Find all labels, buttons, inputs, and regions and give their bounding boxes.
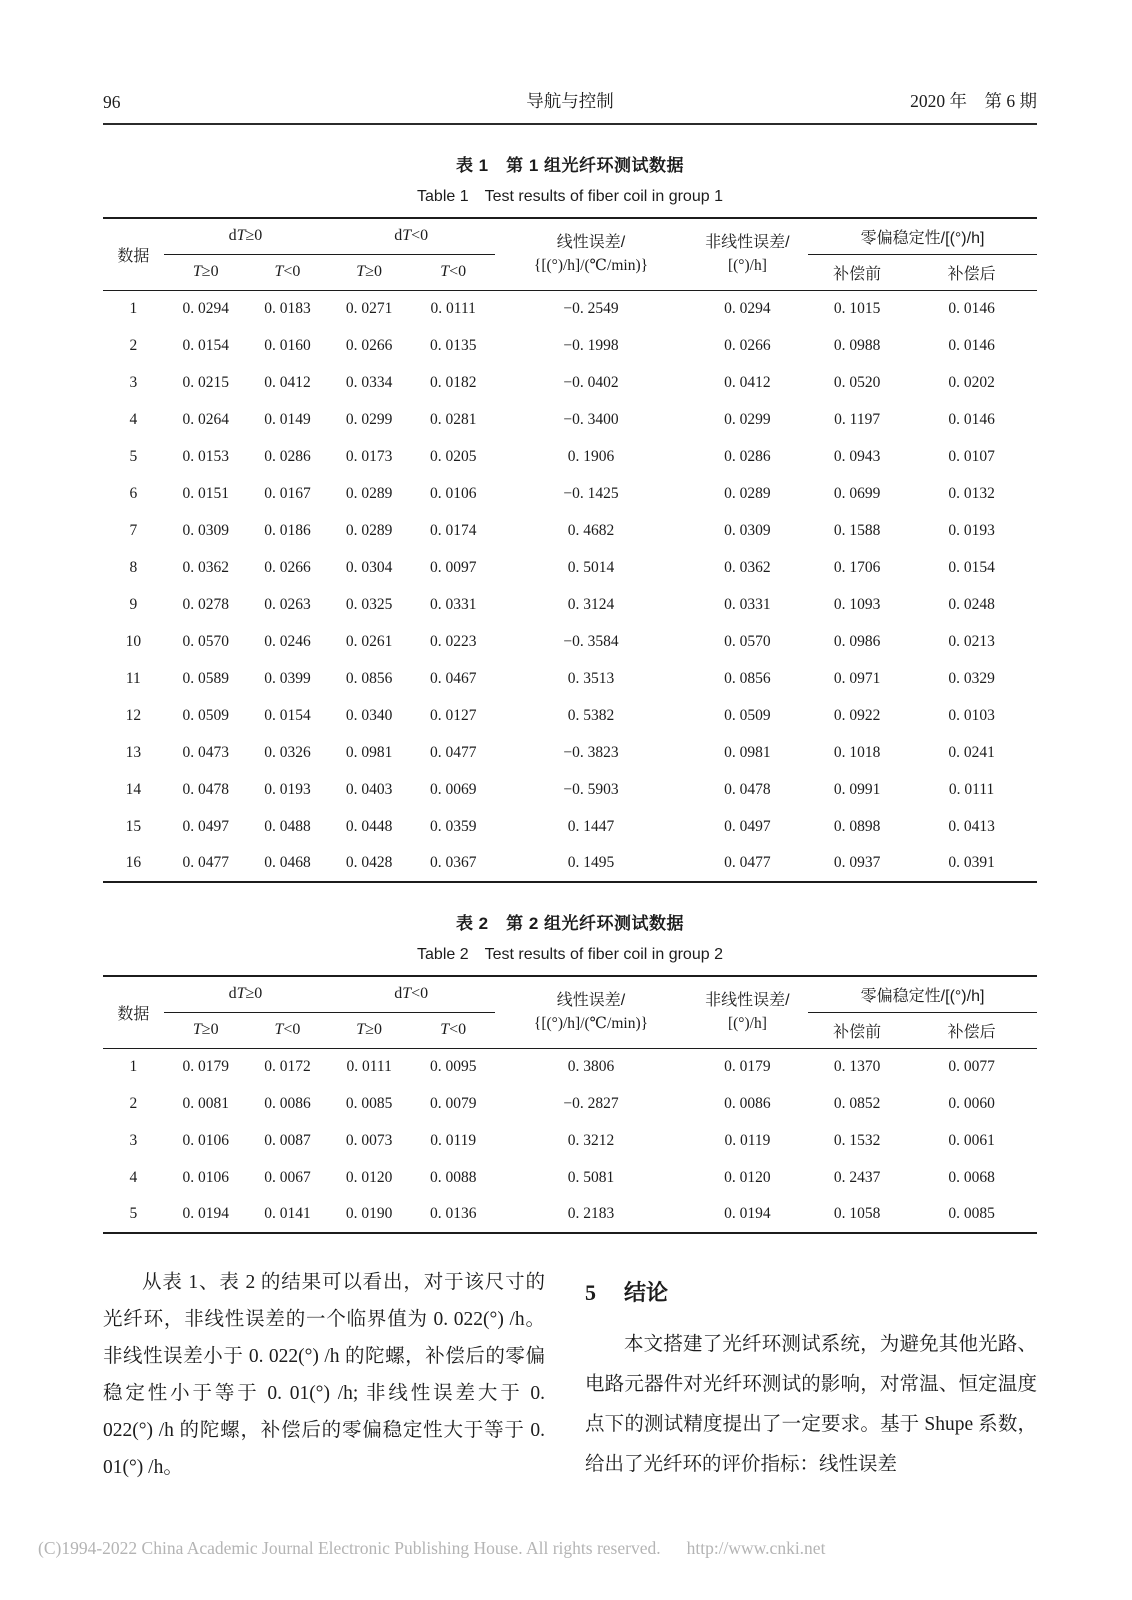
data-cell: −0. 2827 (563, 1094, 619, 1112)
data-cell: 0. 0106 (182, 1168, 229, 1186)
table-row (103, 1159, 1037, 1196)
data-cell: 0. 0106 (182, 1131, 229, 1149)
data-cell: 0. 0067 (264, 1168, 311, 1186)
data-cell: 0. 0331 (429, 595, 477, 613)
data-cell: 0. 0468 (264, 854, 311, 871)
data-cell: 0. 0477 (429, 743, 477, 761)
data-cell: 0. 0943 (833, 447, 881, 465)
row-index-cell: 5 (129, 1205, 138, 1222)
table-row (103, 1048, 1037, 1085)
data-cell: 0. 1093 (833, 595, 881, 613)
data-cell: 0. 0061 (948, 1131, 995, 1149)
data-cell: 0. 0266 (345, 336, 393, 354)
data-cell: 0. 0151 (182, 484, 229, 502)
data-cell: 0. 0289 (345, 521, 393, 539)
data-cell: 0. 1058 (833, 1205, 881, 1222)
data-cell: 0. 0326 (264, 743, 311, 761)
conclusion-paragraph: 本文搭建了光纤环测试系统，为避免其他光路、电路元器件对光纤环测试的影响，对常温、恒定温度点下的测试精度提出了一定要求。基于 Shupe 系数，给出了光纤环的评价指标：线性误差 (585, 1334, 1037, 1475)
data-cell: 0. 0088 (429, 1168, 477, 1186)
table-row (103, 549, 1037, 586)
col-header-t-geq0: T≥0 (192, 1021, 219, 1038)
data-cell: 0. 0081 (182, 1094, 229, 1112)
data-cell: 0. 0186 (264, 521, 311, 539)
data-cell: 0. 0085 (345, 1094, 393, 1112)
data-cell: 0. 0119 (724, 1131, 771, 1149)
data-cell: 0. 0362 (182, 558, 229, 576)
data-cell: 0. 0898 (833, 817, 881, 835)
col-group-dt-negative: dT<0 (327, 218, 495, 254)
data-cell: 0. 0937 (833, 854, 881, 871)
data-cell: 0. 0160 (264, 336, 311, 354)
footer-copyright: (C)1994-2022 China Academic Journal Electronic Publishing House. All rights reserved. (38, 1538, 661, 1558)
col-header-t-geq0: T≥0 (356, 263, 382, 280)
data-cell: 0. 0589 (182, 669, 229, 687)
data-cell: 0. 0509 (182, 706, 229, 724)
col-header-data: 数据 (117, 247, 150, 265)
col-header-after-compensation: 补偿后 (947, 1023, 996, 1041)
col-group-bias-stability: 零偏稳定性/[(°)/h] (808, 976, 1037, 1012)
data-cell: 0. 0246 (264, 632, 311, 650)
data-cell: 0. 0922 (833, 706, 881, 724)
row-index-cell: 1 (129, 1057, 138, 1075)
data-cell: 0. 0095 (429, 1057, 477, 1075)
data-cell: 0. 5081 (567, 1168, 615, 1186)
data-cell: 0. 0467 (429, 669, 477, 687)
data-cell: 0. 0106 (429, 484, 477, 502)
col-header-after-compensation: 补偿后 (947, 265, 996, 283)
section-title: 结论 (624, 1280, 669, 1305)
data-cell: 0. 0248 (948, 595, 995, 613)
row-index-cell: 7 (129, 521, 138, 539)
data-cell: 0. 0154 (264, 706, 311, 724)
col-header-data: 数据 (117, 1005, 150, 1023)
data-cell: 0. 0173 (345, 447, 393, 465)
data-cell: 0. 0174 (429, 521, 477, 539)
journal-title: 导航与控制 (526, 91, 614, 111)
data-cell: 0. 0362 (724, 558, 771, 576)
col-header-t-geq0: T≥0 (192, 263, 219, 280)
row-index-cell: 3 (129, 373, 138, 391)
row-index-cell: 4 (129, 410, 138, 428)
data-cell: 0. 1706 (833, 558, 881, 576)
data-cell: 0. 0135 (429, 336, 477, 354)
data-cell: 0. 5014 (567, 558, 615, 576)
data-cell: 0. 3513 (567, 669, 615, 687)
data-cell: 0. 0266 (724, 336, 771, 354)
col-header-linear-error: 线性误差/ {[(°)/h]/(℃/min)} (533, 234, 649, 274)
col-header-t-geq0: T≥0 (356, 1021, 382, 1038)
data-cell: 0. 0488 (264, 817, 311, 835)
data-cell: 0. 0141 (264, 1205, 311, 1222)
data-cell: 0. 2437 (833, 1168, 881, 1186)
data-cell: 0. 0087 (264, 1131, 311, 1149)
text-column-right (585, 1264, 1037, 1486)
data-cell: 0. 0477 (182, 854, 229, 871)
data-cell: 0. 0971 (833, 669, 881, 687)
table-row (103, 327, 1037, 364)
col-header-nonlinear-error: 非线性误差/ [(°)/h] (705, 234, 790, 274)
data-cell: 0. 0856 (724, 669, 771, 687)
data-cell: 0. 0856 (345, 669, 393, 687)
data-cell: 0. 0111 (430, 299, 476, 317)
row-index-cell: 5 (129, 447, 138, 465)
data-cell: 0. 0289 (724, 484, 771, 502)
data-cell: 0. 0509 (724, 706, 771, 724)
data-cell: 0. 0120 (724, 1168, 771, 1186)
data-cell: 0. 0852 (833, 1094, 881, 1112)
table-row (103, 697, 1037, 734)
table2-caption-en: Table 2 Test results of fiber coil in group 2 (417, 946, 723, 963)
table-row (103, 290, 1037, 327)
section-heading (585, 1276, 1037, 1307)
data-cell: 0. 0340 (345, 706, 393, 724)
data-cell: 0. 1018 (833, 743, 881, 761)
row-index-cell: 2 (129, 336, 138, 354)
row-index-cell: 3 (129, 1131, 138, 1149)
data-cell: 0. 0120 (345, 1168, 393, 1186)
data-cell: 0. 0111 (346, 1057, 392, 1075)
data-cell: 0. 0183 (264, 299, 311, 317)
col-group-dt-positive: dT≥0 (164, 976, 327, 1012)
col-header-t-lt0: T<0 (274, 263, 301, 280)
data-cell: 0. 0478 (182, 780, 229, 798)
data-cell: 0. 0264 (182, 410, 229, 428)
data-cell: 0. 0520 (833, 373, 881, 391)
data-cell: 0. 0399 (264, 669, 311, 687)
table-row (103, 771, 1037, 808)
data-cell: 0. 5382 (567, 706, 615, 724)
data-cell: 0. 0289 (345, 484, 393, 502)
table-row (103, 438, 1037, 475)
data-cell: 0. 0086 (724, 1094, 771, 1112)
data-cell: −0. 2549 (563, 299, 619, 317)
data-cell: 0. 0309 (182, 521, 229, 539)
data-cell: 0. 0991 (833, 780, 881, 798)
data-cell: 0. 1015 (833, 299, 881, 317)
discussion-paragraph: 从表 1、表 2 的结果可以看出，对于该尺寸的光纤环，非线性误差的一个临界值为 0. 022(°) /h。非线性误差小于 0. 022(°) /h 的陀螺，补偿后的零偏稳定性小于等于 0. 01(°) /h; 非线性误差大于 0. 022(°) /h 的陀螺，补偿后的零偏稳定性大于等于 0. 01(°) /h。 (103, 1272, 545, 1478)
data-cell: 0. 0119 (430, 1131, 477, 1149)
data-cell: 0. 0127 (429, 706, 477, 724)
data-cell: 0. 0149 (264, 410, 311, 428)
row-index-cell: 16 (125, 854, 142, 871)
table-row (103, 1085, 1037, 1122)
data-cell: 0. 0329 (948, 669, 995, 687)
data-cell: 0. 0981 (345, 743, 393, 761)
data-cell: 0. 0403 (345, 780, 393, 798)
text-column-left (103, 1264, 545, 1486)
col-header-t-lt0: T<0 (440, 1021, 467, 1038)
col-header-nonlinear-error: 非线性误差/ [(°)/h] (705, 992, 790, 1032)
data-cell: 0. 0213 (948, 632, 995, 650)
data-cell: 0. 0294 (724, 299, 771, 317)
row-index-cell: 14 (125, 780, 142, 798)
row-index-cell: 6 (129, 484, 138, 502)
data-cell: 0. 0154 (948, 558, 995, 576)
data-cell: 0. 0299 (345, 410, 393, 428)
data-cell: 0. 0286 (264, 447, 311, 465)
data-cell: 0. 0477 (724, 854, 771, 871)
data-cell: 0. 0136 (429, 1205, 477, 1222)
data-cell: 0. 0359 (429, 817, 477, 835)
data-table-2 (103, 975, 1037, 1234)
row-index-cell: 9 (129, 595, 138, 613)
data-cell: 0. 2183 (567, 1205, 615, 1222)
table-row (103, 1122, 1037, 1159)
page-number: 96 (103, 92, 121, 112)
data-cell: 0. 0497 (182, 817, 229, 835)
table-row (103, 401, 1037, 438)
data-cell: 0. 0331 (724, 595, 771, 613)
data-cell: 0. 1370 (833, 1057, 881, 1075)
data-cell: 0. 0570 (724, 632, 771, 650)
data-cell: 0. 0107 (948, 447, 995, 465)
data-cell: 0. 0068 (948, 1168, 995, 1186)
table-row (103, 1196, 1037, 1233)
data-cell: 0. 0154 (182, 336, 229, 354)
data-cell: −0. 3584 (563, 632, 619, 650)
data-cell: 0. 0570 (182, 632, 229, 650)
data-cell: 0. 0294 (182, 299, 229, 317)
data-cell: 0. 0988 (833, 336, 881, 354)
data-cell: 0. 4682 (567, 521, 615, 539)
issue-label: 2020 年 第 6 期 (910, 91, 1037, 111)
data-cell: 0. 0281 (429, 410, 477, 428)
body-text-columns (103, 1264, 1037, 1486)
data-cell: 0. 0079 (429, 1094, 477, 1112)
data-cell: 0. 0497 (724, 817, 771, 835)
data-cell: 0. 0111 (948, 780, 995, 798)
data-cell: 0. 0194 (182, 1205, 229, 1222)
table-row (103, 660, 1037, 697)
data-cell: 0. 0478 (724, 780, 771, 798)
row-index-cell: 8 (129, 558, 138, 576)
col-header-before-compensation: 补偿前 (833, 1023, 882, 1041)
data-cell: 0. 0286 (724, 447, 771, 465)
data-cell: 0. 0193 (264, 780, 311, 798)
data-cell: 0. 0334 (345, 373, 393, 391)
data-cell: 0. 0086 (264, 1094, 311, 1112)
data-cell: −0. 1998 (563, 336, 619, 354)
data-cell: −0. 5903 (563, 780, 619, 798)
data-cell: 0. 0179 (724, 1057, 771, 1075)
data-cell: 0. 0412 (264, 373, 311, 391)
data-cell: 0. 1588 (833, 521, 881, 539)
data-cell: 0. 0309 (724, 521, 771, 539)
data-cell: 0. 0271 (345, 299, 393, 317)
data-cell: 0. 0193 (948, 521, 995, 539)
table-row (103, 845, 1037, 882)
row-index-cell: 2 (129, 1094, 138, 1112)
running-head (103, 0, 1037, 125)
data-cell: 0. 0190 (345, 1205, 393, 1222)
table1-caption-zh: 表 1 第 1 组光纤环测试数据 (455, 156, 685, 175)
data-table-1 (103, 217, 1037, 883)
data-cell: 0. 0194 (724, 1205, 771, 1222)
data-cell: 0. 0182 (429, 373, 477, 391)
section-number: 5 (585, 1280, 596, 1305)
table-row (103, 475, 1037, 512)
row-index-cell: 12 (125, 706, 142, 724)
table-row (103, 623, 1037, 660)
data-cell: 0. 0473 (182, 743, 229, 761)
data-cell: 0. 1197 (834, 410, 881, 428)
data-cell: 0. 3124 (567, 595, 615, 613)
col-group-dt-positive: dT≥0 (164, 218, 327, 254)
data-cell: 0. 1495 (567, 854, 615, 871)
data-cell: 0. 0146 (948, 299, 995, 317)
data-cell: 0. 0986 (833, 632, 881, 650)
data-cell: 0. 0077 (948, 1057, 995, 1075)
table-row (103, 808, 1037, 845)
data-cell: 0. 0146 (948, 336, 995, 354)
data-cell: 0. 0085 (948, 1205, 995, 1222)
data-cell: 0. 0299 (724, 410, 771, 428)
data-cell: 0. 0146 (948, 410, 995, 428)
col-group-bias-stability: 零偏稳定性/[(°)/h] (808, 218, 1037, 254)
data-cell: 0. 0132 (948, 484, 995, 502)
data-cell: 0. 0263 (264, 595, 311, 613)
data-cell: 0. 0223 (429, 632, 477, 650)
cnki-footer (38, 1538, 1102, 1559)
data-cell: 0. 0304 (345, 558, 393, 576)
data-cell: 0. 0215 (182, 373, 229, 391)
row-index-cell: 10 (125, 632, 142, 650)
data-cell: 0. 0172 (264, 1057, 311, 1075)
data-cell: 0. 0981 (724, 743, 771, 761)
col-header-linear-error: 线性误差/ {[(°)/h]/(℃/min)} (533, 992, 649, 1032)
data-cell: 0. 0073 (345, 1131, 393, 1149)
data-cell: 0. 0202 (948, 373, 995, 391)
footer-url: http://www.cnki.net (686, 1538, 826, 1558)
table1-caption-en: Table 1 Test results of fiber coil in group 1 (417, 188, 723, 205)
data-cell: 0. 3212 (567, 1131, 615, 1149)
data-cell: 0. 1447 (567, 817, 615, 835)
data-cell: 0. 0097 (429, 558, 477, 576)
table-row (103, 734, 1037, 771)
col-header-before-compensation: 补偿前 (833, 265, 882, 283)
data-cell: 0. 0391 (948, 854, 995, 871)
col-header-t-lt0: T<0 (274, 1021, 301, 1038)
row-index-cell: 4 (129, 1168, 138, 1186)
data-cell: 0. 0069 (429, 780, 477, 798)
data-cell: 0. 0153 (182, 447, 229, 465)
data-cell: 0. 0241 (948, 743, 995, 761)
data-cell: 0. 0412 (724, 373, 771, 391)
data-cell: 0. 0413 (948, 817, 995, 835)
data-cell: 0. 0278 (182, 595, 229, 613)
table-row (103, 586, 1037, 623)
row-index-cell: 1 (129, 299, 138, 317)
data-cell: 0. 0448 (345, 817, 393, 835)
data-cell: 0. 0266 (264, 558, 311, 576)
table2-caption-zh: 表 2 第 2 组光纤环测试数据 (455, 914, 685, 933)
data-cell: 0. 0179 (182, 1057, 229, 1075)
data-cell: −0. 0402 (563, 373, 619, 391)
table-row (103, 512, 1037, 549)
data-cell: 0. 0261 (345, 632, 393, 650)
row-index-cell: 15 (125, 817, 142, 835)
col-group-dt-negative: dT<0 (327, 976, 495, 1012)
data-cell: 0. 0167 (264, 484, 311, 502)
row-index-cell: 13 (125, 743, 142, 761)
row-index-cell: 11 (125, 669, 141, 687)
data-cell: −0. 3400 (563, 410, 619, 428)
data-cell: 0. 0367 (429, 854, 477, 871)
data-cell: 0. 0325 (345, 595, 393, 613)
data-cell: 0. 1906 (567, 447, 615, 465)
table-row (103, 364, 1037, 401)
data-cell: 0. 0699 (833, 484, 881, 502)
col-header-t-lt0: T<0 (440, 263, 467, 280)
data-cell: 0. 0428 (345, 854, 393, 871)
data-cell: 0. 3806 (567, 1057, 615, 1075)
data-cell: 0. 0103 (948, 706, 995, 724)
data-cell: 0. 0060 (948, 1094, 995, 1112)
data-cell: −0. 3823 (563, 743, 619, 761)
data-cell: 0. 0205 (429, 447, 477, 465)
data-cell: −0. 1425 (563, 484, 619, 502)
data-cell: 0. 1532 (833, 1131, 881, 1149)
